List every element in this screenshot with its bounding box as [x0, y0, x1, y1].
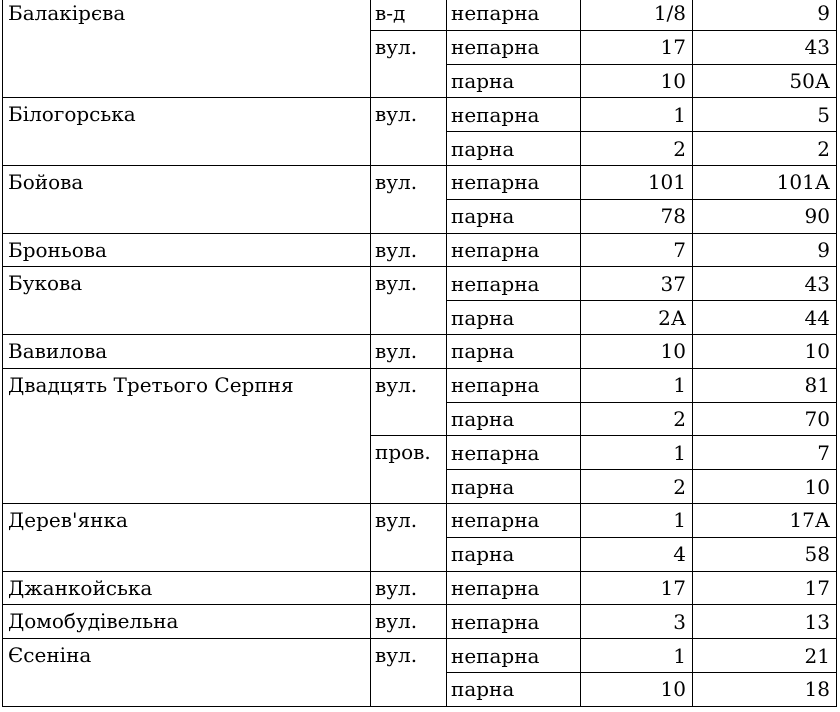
house-from-cell: 2А [581, 301, 693, 335]
house-to-cell: 17 [693, 571, 837, 605]
table-row [3, 368, 837, 402]
house-from-cell: 1 [581, 639, 693, 673]
parity-cell: непарна [447, 0, 581, 30]
parity-cell: непарна [447, 605, 581, 639]
parity-cell: парна [447, 402, 581, 436]
house-from-cell: 10 [581, 334, 693, 368]
house-from-cell: 3 [581, 605, 693, 639]
house-to-cell: 18 [693, 672, 837, 706]
parity-cell: непарна [447, 233, 581, 267]
street-name-cell: Бойова [3, 165, 371, 233]
house-to-cell: 7 [693, 436, 837, 470]
table-row [3, 0, 837, 30]
house-to-cell: 43 [693, 267, 837, 301]
house-from-cell: 17 [581, 30, 693, 64]
house-from-cell: 10 [581, 64, 693, 98]
house-to-cell: 43 [693, 30, 837, 64]
house-to-cell: 10 [693, 334, 837, 368]
house-from-cell: 10 [581, 672, 693, 706]
table-row [3, 165, 837, 199]
house-to-cell: 50А [693, 64, 837, 98]
street-type-cell: вул. [371, 98, 447, 166]
table-row [3, 571, 837, 605]
street-name-cell: Броньова [3, 233, 371, 267]
street-type-cell: вул. [371, 30, 447, 98]
street-type-cell: вул. [371, 233, 447, 267]
street-type-cell: вул. [371, 503, 447, 571]
house-from-cell: 17 [581, 571, 693, 605]
house-from-cell: 1 [581, 503, 693, 537]
house-from-cell: 1 [581, 98, 693, 132]
street-name-cell: Єсеніна [3, 639, 371, 707]
parity-cell: парна [447, 470, 581, 504]
street-type-cell: вул. [371, 165, 447, 233]
house-to-cell: 13 [693, 605, 837, 639]
house-to-cell: 17А [693, 503, 837, 537]
street-type-cell: вул. [371, 368, 447, 436]
table-row [3, 605, 837, 639]
house-from-cell: 4 [581, 537, 693, 571]
table-row [3, 267, 837, 301]
parity-cell: непарна [447, 503, 581, 537]
parity-cell: непарна [447, 165, 581, 199]
house-to-cell: 5 [693, 98, 837, 132]
street-name-cell: Білогорська [3, 98, 371, 166]
street-name-cell: Дерев'янка [3, 503, 371, 571]
street-name-cell: Двадцять Третього Серпня [3, 368, 371, 503]
table-row [3, 233, 837, 267]
street-name-cell: Букова [3, 267, 371, 335]
parity-cell: парна [447, 64, 581, 98]
street-name-cell: Балакірєва [3, 0, 371, 98]
house-to-cell: 101А [693, 165, 837, 199]
street-name-cell: Домобудівельна [3, 605, 371, 639]
street-type-cell: пров. [371, 436, 447, 504]
street-type-cell: в-д [371, 0, 447, 30]
house-to-cell: 10 [693, 470, 837, 504]
parity-cell: парна [447, 334, 581, 368]
streets-table [2, 0, 837, 707]
street-name-cell: Джанкойська [3, 571, 371, 605]
table-row [3, 639, 837, 673]
house-from-cell: 2 [581, 470, 693, 504]
house-to-cell: 21 [693, 639, 837, 673]
house-from-cell: 37 [581, 267, 693, 301]
parity-cell: непарна [447, 30, 581, 64]
parity-cell: непарна [447, 639, 581, 673]
house-from-cell: 2 [581, 402, 693, 436]
house-from-cell: 7 [581, 233, 693, 267]
house-to-cell: 44 [693, 301, 837, 335]
parity-cell: парна [447, 199, 581, 233]
parity-cell: парна [447, 132, 581, 166]
parity-cell: парна [447, 672, 581, 706]
house-to-cell: 2 [693, 132, 837, 166]
house-from-cell: 1 [581, 368, 693, 402]
parity-cell: непарна [447, 571, 581, 605]
street-type-cell: вул. [371, 334, 447, 368]
house-to-cell: 70 [693, 402, 837, 436]
street-type-cell: вул. [371, 605, 447, 639]
parity-cell: парна [447, 301, 581, 335]
parity-cell: непарна [447, 267, 581, 301]
streets-table-body [3, 0, 837, 706]
house-from-cell: 1/8 [581, 0, 693, 30]
house-to-cell: 90 [693, 199, 837, 233]
table-row [3, 98, 837, 132]
table-row [3, 334, 837, 368]
street-type-cell: вул. [371, 571, 447, 605]
house-from-cell: 2 [581, 132, 693, 166]
house-to-cell: 9 [693, 0, 837, 30]
parity-cell: непарна [447, 98, 581, 132]
parity-cell: непарна [447, 436, 581, 470]
house-from-cell: 1 [581, 436, 693, 470]
parity-cell: парна [447, 537, 581, 571]
house-to-cell: 58 [693, 537, 837, 571]
street-type-cell: вул. [371, 639, 447, 707]
street-type-cell: вул. [371, 267, 447, 335]
house-to-cell: 9 [693, 233, 837, 267]
house-from-cell: 101 [581, 165, 693, 199]
parity-cell: непарна [447, 368, 581, 402]
house-to-cell: 81 [693, 368, 837, 402]
street-name-cell: Вавилова [3, 334, 371, 368]
house-from-cell: 78 [581, 199, 693, 233]
table-row [3, 503, 837, 537]
